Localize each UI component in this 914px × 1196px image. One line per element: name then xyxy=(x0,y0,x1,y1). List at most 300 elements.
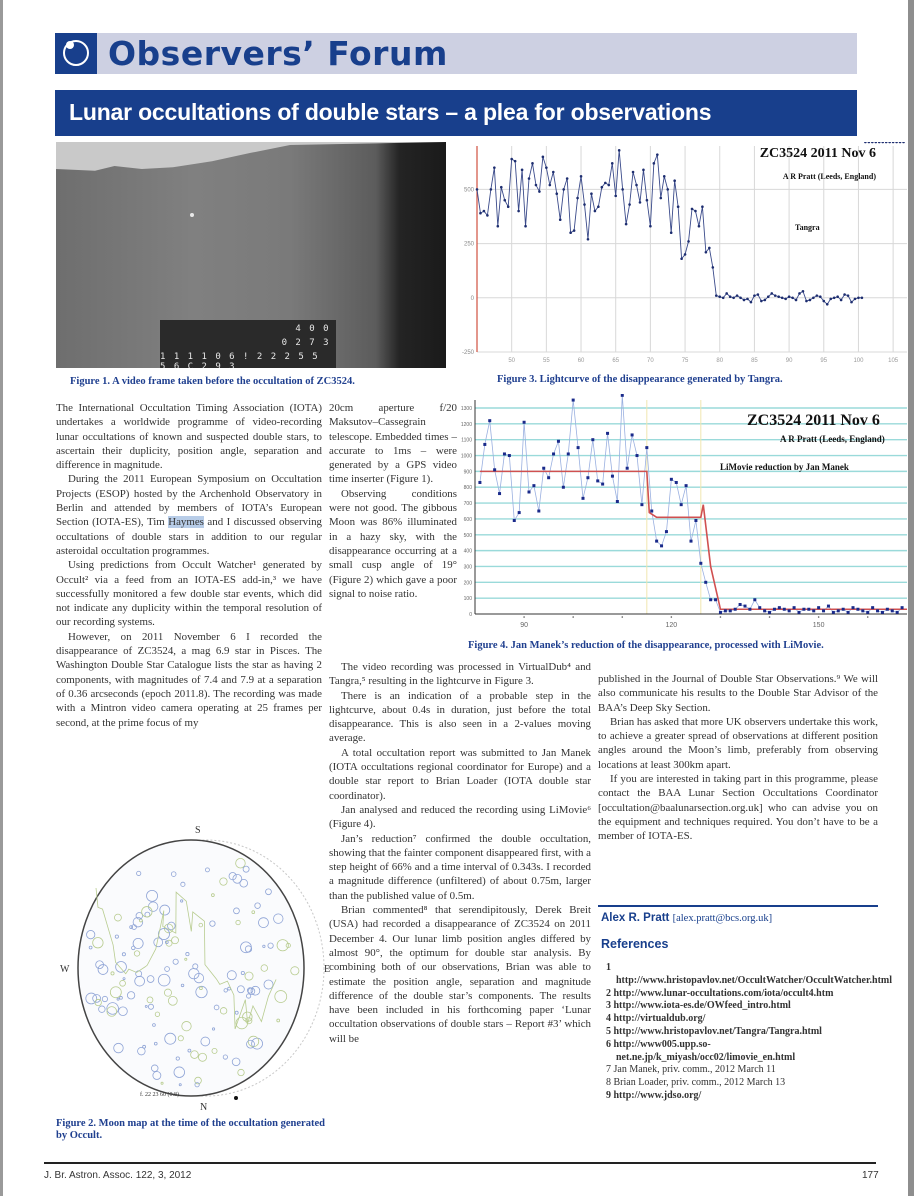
reference-item[interactable]: 1 http://www.hristopavlov.net/OccultWatcher/OccultWatcher.html xyxy=(606,962,893,986)
chart-subtitle: A R Pratt (Leeds, England) xyxy=(780,434,885,444)
data-point xyxy=(618,149,621,152)
data-point xyxy=(655,540,658,543)
data-point xyxy=(793,606,796,609)
data-point xyxy=(524,225,527,228)
data-point xyxy=(621,188,624,191)
data-point xyxy=(626,467,629,470)
data-point xyxy=(807,608,810,611)
reference-item[interactable]: 3 http://www.iota-es.de/OWfeed_intro.html xyxy=(606,1000,791,1012)
data-point xyxy=(691,208,694,211)
y-tick-label: 200 xyxy=(463,580,472,587)
data-point xyxy=(483,443,486,446)
figure-3-caption: Figure 3. Lightcurve of the disappearance generated by Tangra. xyxy=(497,374,783,385)
data-point xyxy=(809,299,812,302)
data-point xyxy=(503,199,506,202)
y-tick-label: 100 xyxy=(463,596,472,603)
data-point xyxy=(694,210,697,213)
data-point xyxy=(507,205,510,208)
data-point xyxy=(827,605,830,608)
data-point xyxy=(773,608,776,611)
y-tick-label: 1100 xyxy=(461,437,472,444)
data-point xyxy=(764,299,767,302)
data-point xyxy=(857,296,860,299)
data-point xyxy=(760,300,763,303)
reference-item[interactable]: 5 http://www.hristopavlov.net/Tangra/Tangra.html xyxy=(606,1025,822,1037)
data-point xyxy=(864,142,867,143)
data-point xyxy=(798,611,801,614)
data-point xyxy=(725,292,728,295)
data-point xyxy=(781,296,784,299)
data-point xyxy=(479,212,482,215)
paragraph: If you are interested in taking part in this programme, please contact the BAA Lunar Section Occultations Coordinator [occultation@baalunarsection.org.uk] who can advise you on the equipment and techniques required. You don’t have to be a member of IOTA-ES. xyxy=(598,773,878,843)
data-point xyxy=(843,293,846,296)
x-minor-tick xyxy=(572,616,574,618)
data-point xyxy=(753,598,756,601)
data-point xyxy=(566,177,569,180)
paragraph: Brian has asked that more UK observers undertake this work, to achieve a greater spread of observations at different position angles around the Moon’s limb, preferably from observing locations at least 300km apart. xyxy=(598,715,878,771)
data-point xyxy=(778,606,781,609)
data-point xyxy=(885,142,888,143)
x-tick-label: 65 xyxy=(612,358,620,364)
data-point xyxy=(666,188,669,191)
data-point xyxy=(854,298,857,301)
data-point xyxy=(805,300,808,303)
figure-3-chart xyxy=(455,142,910,364)
references-heading: References xyxy=(601,937,669,951)
reference-item[interactable]: 2 http://www.lunar-occultations.com/iota/occult4.htm xyxy=(606,987,834,999)
data-point xyxy=(861,609,864,612)
data-point xyxy=(802,290,805,293)
data-point xyxy=(757,293,760,296)
data-point xyxy=(729,609,732,612)
data-point xyxy=(743,299,746,302)
y-tick-label: 600 xyxy=(463,516,472,523)
data-point xyxy=(866,611,869,614)
data-point xyxy=(770,292,773,295)
data-point xyxy=(656,153,659,156)
data-point xyxy=(486,214,489,217)
data-point xyxy=(606,432,609,435)
data-point xyxy=(722,296,725,299)
data-point xyxy=(552,452,555,455)
data-point xyxy=(640,503,643,506)
data-point xyxy=(510,158,513,161)
body-column-3 xyxy=(598,672,878,844)
data-point xyxy=(829,298,832,301)
figure-2-caption: Figure 2. Moon map at the time of the occultation generated by Occult. xyxy=(56,1118,325,1141)
data-point xyxy=(874,142,877,143)
data-point xyxy=(508,454,511,457)
x-tick-label: 120 xyxy=(665,622,678,629)
data-point xyxy=(847,611,850,614)
paragraph: The International Occultation Timing Association (IOTA) undertakes a worldwide programme of video-recording lunar occultations of known and suspected double stars, to ascertain their duplicity, position angle, separation and difference in magnitude. xyxy=(56,402,322,472)
data-point xyxy=(611,162,614,165)
data-point xyxy=(739,603,742,606)
data-point xyxy=(628,203,631,206)
data-point xyxy=(493,468,496,471)
author-divider xyxy=(598,905,878,907)
data-point xyxy=(698,225,701,228)
occultation-point xyxy=(234,1096,238,1100)
data-point xyxy=(596,479,599,482)
data-point xyxy=(616,500,619,503)
data-point xyxy=(871,606,874,609)
data-point xyxy=(542,467,545,470)
data-point xyxy=(670,231,673,234)
data-point xyxy=(572,399,575,402)
y-tick-label: 500 xyxy=(463,187,474,194)
data-point xyxy=(881,611,884,614)
data-point xyxy=(719,611,722,614)
data-point xyxy=(763,609,766,612)
body-column-1 xyxy=(56,401,322,730)
data-point xyxy=(673,179,676,182)
data-point xyxy=(547,476,550,479)
article-title-bar xyxy=(55,90,857,136)
chart-annotation: Tangra xyxy=(795,223,820,232)
window-edge-left xyxy=(0,0,3,1196)
paragraph: Jan’s reduction⁷ confirmed the double occultation, showing that the fainter component disappeared first, with a step height of 66% and a time interval of 0.343s. I recorded a magnitude difference (unfiltered) of about 0.75m, larger than the published value of 0.5m. xyxy=(329,832,591,902)
y-tick-label: 0 xyxy=(469,612,472,618)
x-tick-label: 60 xyxy=(577,358,585,364)
data-point xyxy=(881,142,884,143)
body-column-2 xyxy=(329,660,591,1046)
paragraph: The video recording was processed in VirtualDub⁴ and Tangra,⁵ resulting in the lightcurve in Figure 3. xyxy=(329,661,591,688)
figure-4-chart xyxy=(455,394,910,634)
data-point xyxy=(531,162,534,165)
osd-line: 1 1 1 1 0 6 ! 2 2 2 5 5 5 6 C 2 9 3 xyxy=(160,352,320,368)
data-point xyxy=(791,296,794,299)
data-point xyxy=(528,177,531,180)
data-point xyxy=(611,475,614,478)
data-point xyxy=(901,606,904,609)
data-point xyxy=(802,608,805,611)
section-header xyxy=(55,33,857,74)
author-email[interactable]: [alex.pratt@bcs.org.uk] xyxy=(672,913,773,924)
reference-item: 8 Brian Loader, priv. comm., 2012 March 13 xyxy=(606,1077,786,1089)
data-point xyxy=(646,199,649,202)
data-point xyxy=(670,478,673,481)
time-inserter-overlay xyxy=(160,320,336,368)
data-point xyxy=(701,205,704,208)
y-tick-label: 800 xyxy=(463,485,472,492)
data-point xyxy=(861,296,864,299)
data-point xyxy=(601,483,604,486)
data-point xyxy=(788,609,791,612)
data-point xyxy=(537,510,540,513)
data-point xyxy=(750,301,753,304)
occultation-point-label: f. 22 23 60 (0.8) xyxy=(140,1092,179,1098)
data-point xyxy=(886,608,889,611)
data-point xyxy=(753,294,756,297)
data-point xyxy=(632,171,635,174)
data-point xyxy=(798,292,801,295)
data-point xyxy=(614,195,617,198)
chart-title: ZC3524 2011 Nov 6 xyxy=(747,412,880,429)
data-point xyxy=(607,184,610,187)
data-point xyxy=(562,486,565,489)
data-point xyxy=(549,184,552,187)
data-point xyxy=(601,186,604,189)
data-point xyxy=(631,433,634,436)
body-column-2-top xyxy=(329,401,457,601)
data-point xyxy=(559,218,562,221)
data-point xyxy=(478,481,481,484)
paragraph: Observing conditions were not good. The gibbous Moon was 86% illuminated in a hazy sky, with the disappearance occurring at a small cusp angle of 19° (Figure 2) which gave a poor signal to noise ratio. xyxy=(329,487,457,600)
data-point xyxy=(777,295,780,298)
data-point xyxy=(891,609,894,612)
data-point xyxy=(659,197,662,200)
data-point xyxy=(685,484,688,487)
reference-item: 7 Jan Manek, priv. comm., 2012 March 11 xyxy=(606,1064,776,1076)
x-minor-tick xyxy=(769,616,771,618)
paragraph: Jan analysed and reduced the recording using LiMovie⁶ (Figure 4). xyxy=(329,803,591,831)
data-point xyxy=(569,231,572,234)
compass-w: W xyxy=(60,964,70,975)
star-point xyxy=(190,213,194,217)
data-point xyxy=(784,298,787,301)
data-point xyxy=(498,492,501,495)
data-point xyxy=(850,301,853,304)
data-point xyxy=(812,296,815,299)
data-point xyxy=(729,295,732,298)
data-point xyxy=(597,205,600,208)
data-point xyxy=(714,598,717,601)
data-point xyxy=(642,169,645,172)
data-point xyxy=(826,303,829,306)
data-point xyxy=(555,192,558,195)
data-point xyxy=(521,169,524,172)
data-point xyxy=(767,295,770,298)
data-point xyxy=(653,162,656,165)
data-point xyxy=(718,295,721,298)
data-point xyxy=(500,186,503,189)
data-point xyxy=(687,240,690,243)
x-minor-tick xyxy=(867,616,869,618)
osd-line: 4 0 0 xyxy=(295,324,330,334)
data-point xyxy=(497,225,500,228)
x-tick-label: 50 xyxy=(508,358,516,364)
data-point xyxy=(734,608,737,611)
data-point xyxy=(816,294,819,297)
data-point xyxy=(888,142,891,143)
data-point xyxy=(746,298,749,301)
data-point xyxy=(538,190,541,193)
x-minor-tick xyxy=(621,616,623,618)
lunar-limb xyxy=(56,142,446,202)
data-point xyxy=(663,175,666,178)
text-selection[interactable]: Haymes xyxy=(168,516,204,529)
x-minor-tick xyxy=(720,616,722,618)
chart-annotation: LiMovie reduction by Jan Manek xyxy=(720,462,849,472)
data-point xyxy=(573,229,576,232)
reference-item[interactable]: 6 http://www005.upp.so-net.ne.jp/k_miyash/occ02/limovie_en.html xyxy=(606,1038,796,1063)
paragraph: During the 2011 European Symposium on Occultation Projects (ESOP) hosted by the Archenhold Observatory in Berlin and attended by members of IOTA’s European Section (IOTA-ES), Tim Haymes and I discussed observing occultations of double stars in addition to our regular asteroidal occultation programmes. xyxy=(56,473,322,557)
x-tick-label: 90 xyxy=(785,358,793,364)
data-point xyxy=(576,197,579,200)
data-point xyxy=(591,438,594,441)
data-point xyxy=(795,299,798,302)
data-point xyxy=(562,188,565,191)
data-point xyxy=(876,609,879,612)
x-tick-label: 70 xyxy=(647,358,654,364)
y-tick-label: 0 xyxy=(470,295,474,302)
data-point xyxy=(542,156,545,159)
journal-citation: J. Br. Astron. Assoc. 122, 3, 2012 xyxy=(44,1170,192,1181)
x-tick-label: 85 xyxy=(751,358,758,364)
author-line xyxy=(601,912,772,924)
data-point xyxy=(503,452,506,455)
y-tick-label: 250 xyxy=(463,241,474,248)
data-point xyxy=(604,182,607,185)
osd-line: 0 2 7 3 xyxy=(281,338,330,348)
compass-s: S xyxy=(195,825,201,836)
data-point xyxy=(488,419,491,422)
paragraph: However, on 2011 November 6 I recorded the disappearance of ZC3524, a mag 6.9 star in Pisces. The Washington Double Star Catalogue lists the star as having 2 components, with magnitudes of 7.4 and 7.9 at a separation of 0.36 arcseconds (epoch 2011.8). The recording was made with a Mintron video camera operating at 25 frames per second, at the prime focus of my xyxy=(56,630,322,729)
data-point xyxy=(833,296,836,299)
figure-4-caption: Figure 4. Jan Manek’s reduction of the disappearance, processed with LiMovie. xyxy=(468,640,824,651)
data-point xyxy=(744,605,747,608)
data-point xyxy=(590,192,593,195)
data-point xyxy=(635,184,638,187)
x-minor-tick xyxy=(523,616,525,618)
data-point xyxy=(636,454,639,457)
data-point xyxy=(649,225,652,228)
data-point xyxy=(660,544,663,547)
references-list xyxy=(606,962,893,1103)
data-point xyxy=(490,188,493,191)
data-point xyxy=(736,294,739,297)
data-point xyxy=(847,294,850,297)
data-point xyxy=(856,608,859,611)
data-point xyxy=(532,484,535,487)
data-point xyxy=(577,446,580,449)
data-point xyxy=(513,519,516,522)
reference-item[interactable]: 9 http://www.jdso.org/ xyxy=(606,1089,702,1101)
data-point xyxy=(822,609,825,612)
figure-1-caption: Figure 1. A video frame taken before the occultation of ZC3524. xyxy=(70,376,355,387)
figure-4-plot xyxy=(455,394,910,634)
data-point xyxy=(625,223,628,226)
data-point xyxy=(705,251,708,254)
data-point xyxy=(871,142,874,143)
y-tick-label: 700 xyxy=(463,501,472,508)
data-point xyxy=(523,421,526,424)
data-point xyxy=(645,446,648,449)
data-point xyxy=(712,266,715,269)
page-number: 177 xyxy=(862,1170,879,1181)
chart-title: ZC3524 2011 Nov 6 xyxy=(759,146,876,161)
data-point xyxy=(724,609,727,612)
y-tick-label: 400 xyxy=(463,548,472,555)
x-tick-label: 55 xyxy=(543,358,550,364)
paragraph: 20cm aperture f/20 Maksutov–Cassegrain telescope. Embedded times – accurate to 1ms – were generated by a GPS video time inserter (Figure 1). xyxy=(329,402,457,486)
data-point xyxy=(476,188,479,191)
data-point xyxy=(837,609,840,612)
data-point xyxy=(545,166,548,169)
x-minor-tick xyxy=(671,616,673,618)
data-point xyxy=(694,519,697,522)
data-point xyxy=(517,210,520,213)
x-tick-label: 150 xyxy=(812,622,825,629)
data-point xyxy=(832,611,835,614)
data-point xyxy=(822,300,825,303)
data-point xyxy=(528,490,531,493)
data-point xyxy=(892,142,895,143)
footer-divider xyxy=(44,1162,876,1164)
data-point xyxy=(594,210,597,213)
data-point xyxy=(680,503,683,506)
y-tick-label: 1300 xyxy=(460,406,472,412)
y-tick-label: 300 xyxy=(463,564,472,571)
data-point xyxy=(709,598,712,601)
paragraph: Brian commented⁸ that serendipitously, Derek Breit (USA) had recorded a disappearance of ZC3524 on 2011 December 4. Our lunar limb position angles differed by almost 90°, the optimum for double star analysis. By combining both of our observations, Brian was able to estimate the position angle, separation and magnitude difference of the double star’s components. The results have been included in his forthcoming paper ‘Lunar occultation observations of double stars – Report #3’ which will be xyxy=(329,904,591,1045)
data-point xyxy=(552,171,555,174)
data-point xyxy=(868,142,871,143)
data-point xyxy=(899,142,902,143)
data-point xyxy=(583,203,586,206)
data-point xyxy=(704,581,707,584)
data-point xyxy=(580,175,583,178)
data-point xyxy=(567,452,570,455)
data-point xyxy=(715,294,718,297)
paragraph: published in the Journal of Double Star Observations.⁹ We will also communicate his results to the Double Star Advisor of the BAA’s Deep Sky Section. xyxy=(598,673,878,714)
x-tick-label: 80 xyxy=(716,358,724,364)
y-tick-label: -250 xyxy=(461,350,474,356)
data-point xyxy=(732,296,735,299)
data-point xyxy=(690,540,693,543)
data-point xyxy=(842,608,845,611)
data-point xyxy=(788,295,791,298)
data-point xyxy=(783,608,786,611)
figure-2-moon-map xyxy=(56,825,331,1113)
compass-n: N xyxy=(200,1102,208,1113)
data-point xyxy=(817,606,820,609)
data-point xyxy=(758,606,761,609)
y-tick-label: 1000 xyxy=(460,453,472,460)
x-tick-label: 100 xyxy=(853,358,864,364)
data-point xyxy=(902,142,905,143)
data-point xyxy=(812,609,815,612)
data-point xyxy=(639,201,642,204)
data-point xyxy=(836,295,839,298)
y-tick-label: 900 xyxy=(463,469,472,476)
data-point xyxy=(699,562,702,565)
data-point xyxy=(739,296,742,299)
x-minor-tick xyxy=(818,616,820,618)
paragraph: There is an indication of a probable step in the lightcurve, about 0.4s in duration, just before the total disappearance. This is also seen in a 2-values moving average. xyxy=(329,689,591,745)
data-point xyxy=(586,476,589,479)
data-point xyxy=(895,142,898,143)
data-point xyxy=(708,247,711,250)
data-point xyxy=(896,611,899,614)
chart-subtitle: A R Pratt (Leeds, England) xyxy=(782,172,876,181)
data-point xyxy=(650,510,653,513)
data-point xyxy=(675,481,678,484)
moon-map-drawing xyxy=(56,828,331,1113)
author-name: Alex R. Pratt xyxy=(601,912,670,924)
data-point xyxy=(852,606,855,609)
figure-1-video-frame xyxy=(56,142,446,368)
data-point xyxy=(518,511,521,514)
reference-item[interactable]: 4 http://virtualdub.org/ xyxy=(606,1013,706,1025)
data-point xyxy=(774,294,777,297)
x-tick-label: 90 xyxy=(520,622,528,629)
y-tick-label: 1200 xyxy=(460,421,472,428)
x-tick-label: 75 xyxy=(681,358,689,364)
data-point xyxy=(535,184,538,187)
moon-disk xyxy=(78,840,304,1096)
